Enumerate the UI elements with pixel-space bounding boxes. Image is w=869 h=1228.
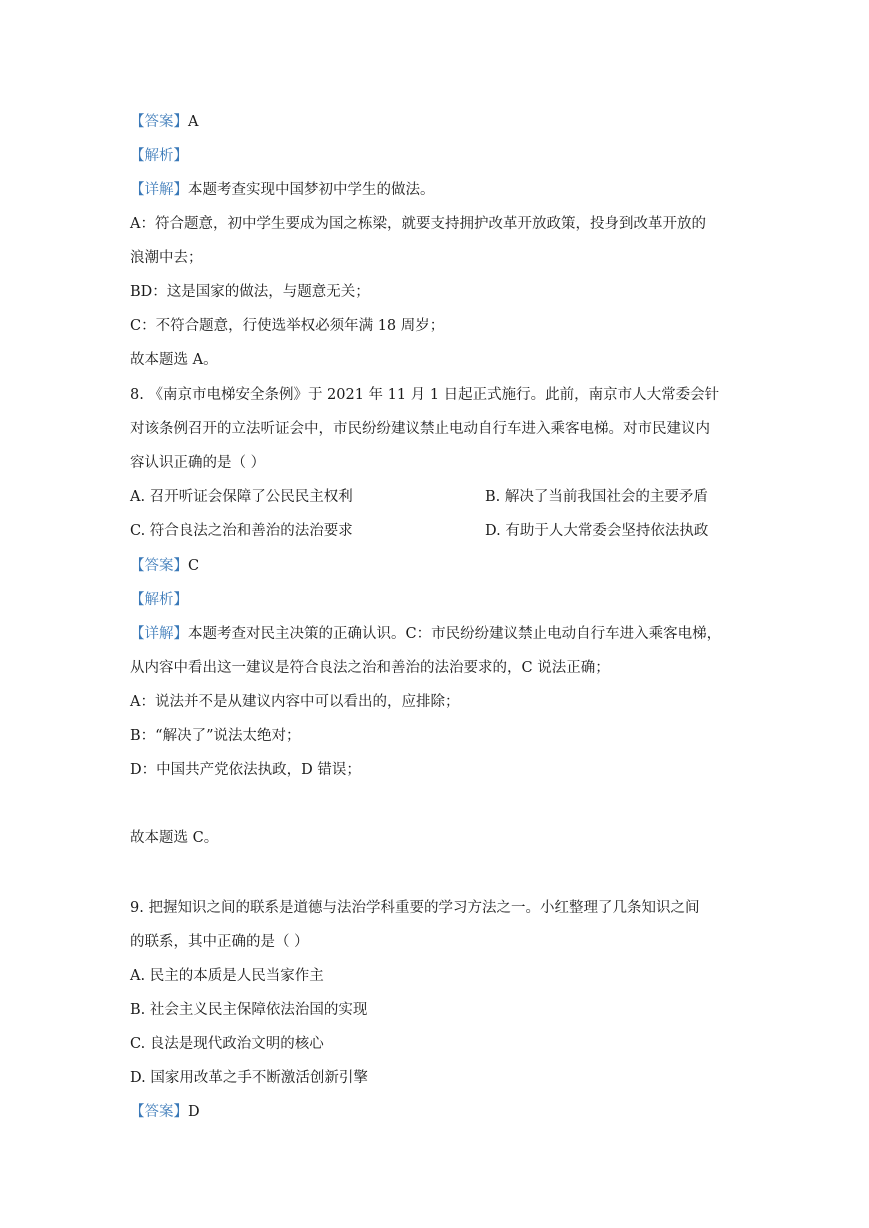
q8-stem-1: 8. 《南京市电梯安全条例》于 2021 年 11 月 1 日起正式施行。此前，南京市人大常委会针: [130, 387, 720, 403]
answer-tag: 【答案】: [130, 1104, 188, 1120]
q8-stem-3: 容认识正确的是（ ）: [130, 455, 266, 471]
q9-option-b: B. 社会主义民主保障依法治国的实现: [130, 1002, 368, 1018]
q8-analysis-tag: 【解析】: [130, 592, 188, 608]
q9-stem-1: 9. 把握知识之间的联系是道德与法治学科重要的学习方法之一。小红整理了几条知识之间: [130, 900, 700, 916]
q8-detail: [130, 624, 721, 644]
q8-line-4: D：中国共产党依法执政，D 错误；: [130, 762, 361, 778]
q7-line-2: 浪潮中去；: [130, 250, 203, 266]
detail-tag: 【详解】: [130, 182, 188, 198]
q8-option-d: D. 有助于人大常委会坚持依法执政: [485, 523, 709, 539]
q8-answer: [130, 556, 199, 576]
answer-value: D: [188, 1104, 200, 1120]
q8-option-b: B. 解决了当前我国社会的主要矛盾: [485, 489, 708, 505]
q8-line-5: 故本题选 C。: [130, 830, 219, 846]
q9-stem-2: 的联系，其中正确的是（ ）: [130, 934, 309, 950]
q7-line-4: C：不符合题意，行使选举权必须年满 18 周岁；: [130, 318, 445, 334]
answer-tag: 【答案】: [130, 558, 188, 574]
q8-stem-2: 对该条例召开的立法听证会中，市民纷纷建议禁止电动自行车进入乘客电梯。对市民建议内: [130, 421, 710, 437]
answer-value: A: [188, 114, 199, 130]
detail-text: 本题考查对民主决策的正确认识。C：市民纷纷建议禁止电动自行车进入乘客电梯，: [188, 626, 722, 642]
q9-option-c: C. 良法是现代政治文明的核心: [130, 1036, 324, 1052]
q8-line-2: A：说法并不是从建议内容中可以看出的，应排除；: [130, 694, 460, 710]
q7-analysis-tag: 【解析】: [130, 148, 188, 164]
answer-value: C: [188, 558, 200, 574]
q9-answer: [130, 1102, 200, 1122]
q7-answer: [130, 112, 198, 132]
q7-detail: [130, 180, 435, 200]
q8-line-3: B：“解决了”说法太绝对；: [130, 728, 301, 744]
q7-line-3: BD：这是国家的做法，与题意无关；: [130, 284, 370, 300]
q9-option-a: A. 民主的本质是人民当家作主: [130, 968, 324, 984]
q9-option-d: D. 国家用改革之手不断激活创新引擎: [130, 1070, 368, 1086]
q8-option-a: A. 召开听证会保障了公民民主权利: [130, 489, 353, 505]
q8-option-c: C. 符合良法之治和善治的法治要求: [130, 523, 353, 539]
detail-text: 本题考查实现中国梦初中学生的做法。: [188, 182, 435, 198]
q8-line-1: 从内容中看出这一建议是符合良法之治和善治的法治要求的，C 说法正确；: [130, 660, 610, 676]
detail-tag: 【详解】: [130, 626, 188, 642]
q7-line-1: A：符合题意，初中学生要成为国之栋梁，就要支持拥护改革开放政策，投身到改革开放的: [130, 216, 706, 232]
answer-tag: 【答案】: [130, 114, 188, 130]
q7-line-5: 故本题选 A。: [130, 352, 218, 368]
